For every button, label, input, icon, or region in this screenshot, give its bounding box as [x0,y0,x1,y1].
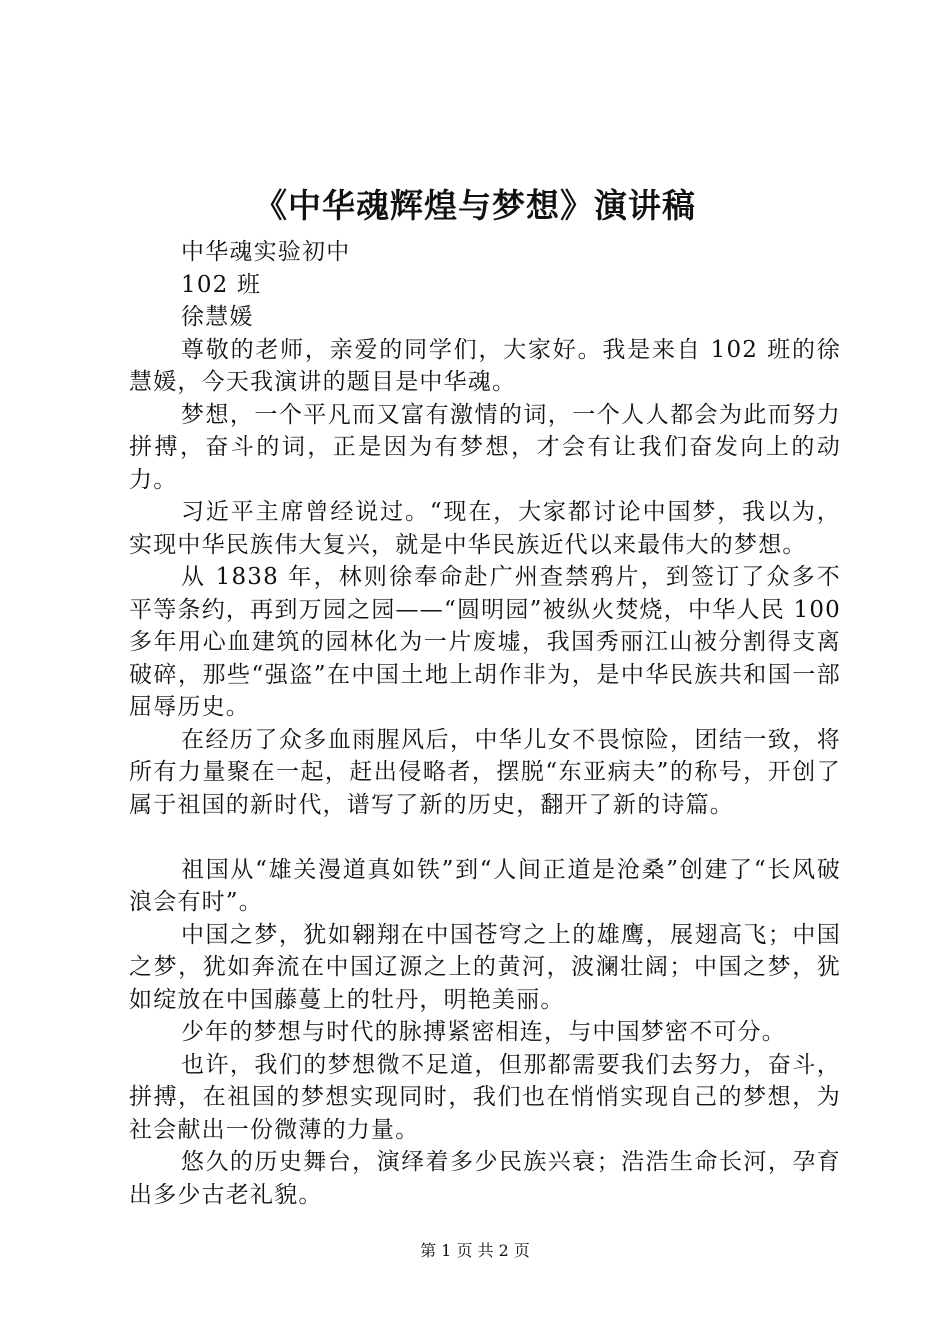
paragraph: 在经历了众多血雨腥风后，中华儿女不畏惊险，团结一致，将所有力量聚在一起，赶出侵略者，摆脱“东亚病夫”的称号，开创了属于祖国的新时代，谱写了新的历史，翻开了新的诗篇。 [129,726,841,818]
paragraph: 尊敬的老师，亲爱的同学们，大家好。我是来自 102 班的徐慧媛，今天我演讲的题目是中华魂。 [129,336,841,395]
paragraph-spacer [129,821,841,854]
page-footer: 第 1 页 共 2 页 [420,1241,530,1260]
paragraph: 祖国从“雄关漫道真如铁”到“人间正道是沧桑”创建了“长风破浪会有时”。 [129,856,841,915]
document-body [129,236,841,1211]
paragraph: 习近平主席曾经说过。“现在，大家都讨论中国梦，我以为，实现中华民族伟大复兴，就是中华民族近代以来最伟大的梦想。 [129,499,841,558]
paragraph: 悠久的历史舞台，演绎着多少民族兴衰；浩浩生命长河，孕育出多少古老礼貌。 [129,1149,841,1208]
author-name: 徐慧媛 [181,304,254,330]
paragraph: 从 1838 年，林则徐奉命赴广州查禁鸦片，到签订了众多不平等条约，再到万园之园——“圆明园”被纵火焚烧，中华人民 100 多年用心血建筑的园林化为一片废墟，我国秀丽江山被分割得支离破碎，那些“强盗”在中国土地上胡作非为，是中华民族共和国一部屈辱历史。 [129,564,841,720]
paragraph: 中国之梦，犹如翱翔在中国苍穹之上的雄鹰，展翅高飞；中国之梦，犹如奔流在中国辽源之上的黄河，波澜壮阔；中国之梦，犹如绽放在中国藤蔓上的牡丹，明艳美丽。 [129,921,841,1013]
paragraph: 也许，我们的梦想微不足道，但那都需要我们去努力，奋斗，拼搏，在祖国的梦想实现同时，我们也在悄悄实现自己的梦想，为社会献出一份微薄的力量。 [129,1051,841,1143]
paragraph: 梦想，一个平凡而又富有激情的词，一个人人都会为此而努力拼搏，奋斗的词，正是因为有梦想，才会有让我们奋发向上的动力。 [129,401,841,493]
class-name: 102 班 [181,271,262,298]
paragraph: 少年的梦想与时代的脉搏紧密相连，与中国梦密不可分。 [181,1019,786,1045]
school-name: 中华魂实验初中 [181,239,351,265]
document-title: 《中华魂辉煌与梦想》演讲稿 [254,186,696,225]
